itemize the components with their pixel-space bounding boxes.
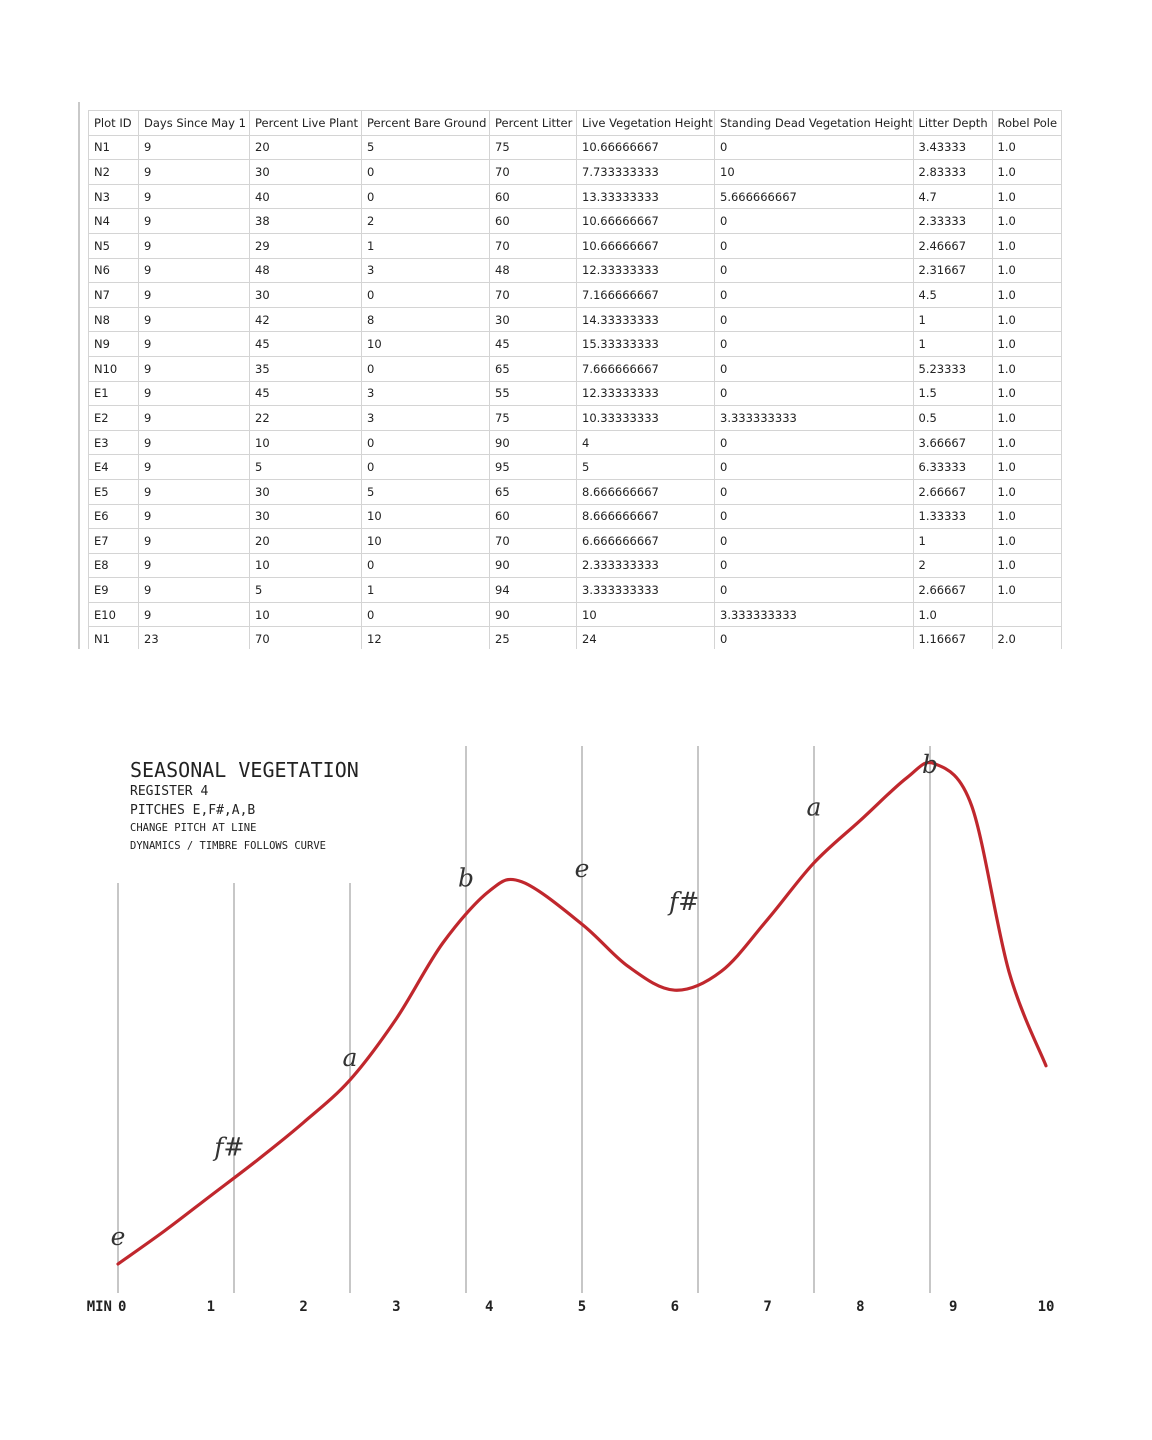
table-cell: N10 <box>89 356 139 381</box>
table-cell: 45 <box>490 332 577 357</box>
table-cell: 5 <box>362 135 490 160</box>
table-cell: 9 <box>139 135 250 160</box>
table-cell: E9 <box>89 578 139 603</box>
column-header: Plot ID <box>89 111 139 136</box>
chart-title: SEASONAL VEGETATION <box>130 758 359 782</box>
table-cell: 10 <box>577 602 715 627</box>
table-cell: 9 <box>139 578 250 603</box>
table-cell: 3.43333 <box>913 135 992 160</box>
table-cell <box>992 602 1061 627</box>
table-row <box>89 430 1062 455</box>
table-cell: 1 <box>913 529 992 554</box>
table-cell: 4.5 <box>913 283 992 308</box>
x-tick-label: 5 <box>577 1299 587 1315</box>
table-cell: 10 <box>715 160 914 185</box>
table-cell: 95 <box>490 455 577 480</box>
data-table-panel <box>78 102 1068 649</box>
x-tick-label: 8 <box>856 1299 865 1315</box>
table-cell: N1 <box>89 627 139 649</box>
table-cell: 2 <box>362 209 490 234</box>
table-cell: 1.0 <box>992 135 1061 160</box>
table-cell: 1.0 <box>992 209 1061 234</box>
table-cell: 9 <box>139 332 250 357</box>
table-cell: 0 <box>715 209 914 234</box>
table-cell: 70 <box>490 160 577 185</box>
table-row <box>89 233 1062 258</box>
table-row <box>89 627 1062 649</box>
seasonal-vegetation-chart <box>0 735 1152 1325</box>
table-cell: 1 <box>362 578 490 603</box>
table-cell: 3.333333333 <box>577 578 715 603</box>
table-cell: 0 <box>362 283 490 308</box>
table-cell: 0 <box>362 430 490 455</box>
column-header: Percent Live Plant <box>250 111 362 136</box>
table-cell: 0 <box>362 184 490 209</box>
table-row <box>89 381 1062 406</box>
table-cell: 9 <box>139 233 250 258</box>
pitch-label: a <box>806 792 822 822</box>
table-row <box>89 356 1062 381</box>
table-cell: 9 <box>139 430 250 455</box>
column-header: Litter Depth <box>913 111 992 136</box>
table-cell: 5 <box>362 479 490 504</box>
table-cell: 0 <box>715 553 914 578</box>
table-cell: N8 <box>89 307 139 332</box>
table-cell: 70 <box>490 233 577 258</box>
table-cell: 1.0 <box>992 307 1061 332</box>
column-header: Percent Litter <box>490 111 577 136</box>
table-cell: 0 <box>715 578 914 603</box>
table-cell: 0 <box>362 602 490 627</box>
table-cell: 75 <box>490 406 577 431</box>
table-cell: 10.66666667 <box>577 233 715 258</box>
table-cell: E4 <box>89 455 139 480</box>
table-cell: 48 <box>490 258 577 283</box>
table-cell: N6 <box>89 258 139 283</box>
table-cell: 10 <box>362 332 490 357</box>
table-cell: 30 <box>250 504 362 529</box>
table-cell: 1.16667 <box>913 627 992 649</box>
table-cell: 1.0 <box>992 184 1061 209</box>
table-cell: 3 <box>362 406 490 431</box>
chart-title-block <box>130 758 359 852</box>
dynamics-note: DYNAMICS / TIMBRE FOLLOWS CURVE <box>130 840 326 852</box>
table-cell: 2.0 <box>992 627 1061 649</box>
table-cell: 1 <box>362 233 490 258</box>
table-cell: 45 <box>250 381 362 406</box>
table-cell: 9 <box>139 184 250 209</box>
table-cell: 70 <box>490 529 577 554</box>
table-cell: 0 <box>715 356 914 381</box>
table-cell: 1.0 <box>992 381 1061 406</box>
table-cell: E1 <box>89 381 139 406</box>
table-header-row <box>89 111 1062 136</box>
table-cell: 1.0 <box>992 332 1061 357</box>
table-cell: 12.33333333 <box>577 381 715 406</box>
table-row <box>89 258 1062 283</box>
table-cell: N1 <box>89 135 139 160</box>
table-cell: 0 <box>362 160 490 185</box>
table-cell: 10 <box>362 529 490 554</box>
table-cell: 5 <box>250 455 362 480</box>
table-cell: 55 <box>490 381 577 406</box>
table-cell: 8 <box>362 307 490 332</box>
table-cell: 48 <box>250 258 362 283</box>
table-cell: 9 <box>139 209 250 234</box>
table-row <box>89 455 1062 480</box>
table-cell: 23 <box>139 627 250 649</box>
table-cell: 15.33333333 <box>577 332 715 357</box>
table-row <box>89 135 1062 160</box>
table-cell: 20 <box>250 135 362 160</box>
table-cell: 3 <box>362 258 490 283</box>
table-cell: 70 <box>490 283 577 308</box>
table-cell: 2.31667 <box>913 258 992 283</box>
table-row <box>89 307 1062 332</box>
column-header: Robel Pole <box>992 111 1061 136</box>
table-cell: 4 <box>577 430 715 455</box>
table-cell: 12 <box>362 627 490 649</box>
table-cell: 13.33333333 <box>577 184 715 209</box>
table-cell: 1.0 <box>992 160 1061 185</box>
table-cell: 1 <box>913 332 992 357</box>
table-cell: E3 <box>89 430 139 455</box>
x-tick-label: 7 <box>763 1299 772 1315</box>
register-label: REGISTER 4 <box>130 784 209 799</box>
table-cell: 1.0 <box>992 529 1061 554</box>
pitch-label: f# <box>214 1132 245 1162</box>
table-row <box>89 160 1062 185</box>
table-cell: E10 <box>89 602 139 627</box>
table-cell: 30 <box>490 307 577 332</box>
table-cell: 0 <box>715 307 914 332</box>
table-cell: E5 <box>89 479 139 504</box>
table-cell: 90 <box>490 553 577 578</box>
table-cell: 9 <box>139 455 250 480</box>
table-cell: 2.66667 <box>913 479 992 504</box>
table-cell: N2 <box>89 160 139 185</box>
table-cell: 5.23333 <box>913 356 992 381</box>
table-cell: 7.733333333 <box>577 160 715 185</box>
table-row <box>89 578 1062 603</box>
table-cell: 38 <box>250 209 362 234</box>
table-cell: 7.666666667 <box>577 356 715 381</box>
column-header: Days Since May 1 <box>139 111 250 136</box>
table-cell: 10.66666667 <box>577 209 715 234</box>
table-cell: E7 <box>89 529 139 554</box>
panel-border <box>78 102 80 649</box>
table-cell: 75 <box>490 135 577 160</box>
table-row <box>89 553 1062 578</box>
table-cell: 10 <box>362 504 490 529</box>
table-cell: 2.46667 <box>913 233 992 258</box>
table-cell: 9 <box>139 529 250 554</box>
table-cell: E6 <box>89 504 139 529</box>
table-cell: 1.0 <box>992 430 1061 455</box>
table-cell: 0 <box>715 135 914 160</box>
table-cell: 9 <box>139 553 250 578</box>
table-cell: 12.33333333 <box>577 258 715 283</box>
table-cell: 1.0 <box>992 356 1061 381</box>
table-cell: 0 <box>362 455 490 480</box>
table-cell: 2.33333 <box>913 209 992 234</box>
table-row <box>89 332 1062 357</box>
table-cell: 42 <box>250 307 362 332</box>
table-row <box>89 479 1062 504</box>
table-cell: 8.666666667 <box>577 504 715 529</box>
table-cell: 45 <box>250 332 362 357</box>
table-row <box>89 209 1062 234</box>
pitch-label: e <box>110 1222 126 1252</box>
table-cell: 2.333333333 <box>577 553 715 578</box>
table-cell: N9 <box>89 332 139 357</box>
table-cell: 1.0 <box>992 455 1061 480</box>
table-cell: 1.0 <box>992 553 1061 578</box>
table-cell: 1.0 <box>913 602 992 627</box>
table-cell: 0 <box>715 504 914 529</box>
x-tick-label: 0 <box>118 1299 127 1315</box>
table-cell: 6.33333 <box>913 455 992 480</box>
table-cell: 9 <box>139 356 250 381</box>
table-cell: 3.66667 <box>913 430 992 455</box>
x-tick-label: 6 <box>670 1299 680 1315</box>
x-tick-label: 4 <box>484 1299 494 1315</box>
table-cell: 1 <box>913 307 992 332</box>
table-cell: 2.83333 <box>913 160 992 185</box>
table-cell: 5.666666667 <box>715 184 914 209</box>
table-cell: 8.666666667 <box>577 479 715 504</box>
table-body <box>89 135 1062 649</box>
table-cell: 3.333333333 <box>715 406 914 431</box>
table-cell: 35 <box>250 356 362 381</box>
table-cell: 0 <box>715 233 914 258</box>
pitch-label: f# <box>668 887 700 916</box>
table-cell: 20 <box>250 529 362 554</box>
table-cell: 30 <box>250 479 362 504</box>
table-cell: 94 <box>490 578 577 603</box>
table-cell: 1.0 <box>992 233 1061 258</box>
table-cell: 5 <box>250 578 362 603</box>
x-tick-label: 10 <box>1037 1299 1055 1315</box>
table-cell: 70 <box>250 627 362 649</box>
table-cell: N5 <box>89 233 139 258</box>
table-cell: 9 <box>139 602 250 627</box>
table-cell: 7.166666667 <box>577 283 715 308</box>
table-cell: 9 <box>139 504 250 529</box>
table-cell: 65 <box>490 356 577 381</box>
table-cell: 30 <box>250 283 362 308</box>
table-cell: 1.0 <box>992 479 1061 504</box>
table-cell: 9 <box>139 381 250 406</box>
table-cell: 2 <box>913 553 992 578</box>
x-tick-label: 3 <box>392 1299 401 1315</box>
vegetation-data-table <box>88 110 1062 649</box>
table-cell: 1.33333 <box>913 504 992 529</box>
table-cell: 29 <box>250 233 362 258</box>
table-cell: 1.0 <box>992 504 1061 529</box>
table-cell: 1.0 <box>992 258 1061 283</box>
column-header: Percent Bare Ground <box>362 111 490 136</box>
table-cell: 10.66666667 <box>577 135 715 160</box>
table-row <box>89 184 1062 209</box>
table-cell: 40 <box>250 184 362 209</box>
table-cell: 0 <box>715 381 914 406</box>
table-cell: 30 <box>250 160 362 185</box>
table-cell: 10.33333333 <box>577 406 715 431</box>
pitch-label: b <box>921 750 939 780</box>
table-cell: 0 <box>715 529 914 554</box>
table-cell: 24 <box>577 627 715 649</box>
table-cell: E8 <box>89 553 139 578</box>
table-cell: 0 <box>715 479 914 504</box>
x-tick-label: 1 <box>206 1299 216 1315</box>
table-cell: 9 <box>139 307 250 332</box>
table-cell: 0 <box>715 627 914 649</box>
pitch-label: b <box>457 863 475 893</box>
table-cell: 90 <box>490 602 577 627</box>
table-row <box>89 504 1062 529</box>
table-cell: 10 <box>250 553 362 578</box>
table-row <box>89 406 1062 431</box>
pitch-label: e <box>574 853 590 883</box>
table-cell: 60 <box>490 184 577 209</box>
table-cell: 6.666666667 <box>577 529 715 554</box>
table-cell: 22 <box>250 406 362 431</box>
table-cell: 90 <box>490 430 577 455</box>
x-tick-label: 2 <box>299 1299 308 1315</box>
table-cell: N4 <box>89 209 139 234</box>
table-row <box>89 283 1062 308</box>
table-cell: 1.0 <box>992 406 1061 431</box>
change-pitch-note: CHANGE PITCH AT LINE <box>130 822 257 834</box>
table-cell: 2.66667 <box>913 578 992 603</box>
pitch-label: a <box>342 1042 358 1072</box>
x-axis-prefix: MIN <box>86 1299 112 1315</box>
table-cell: 9 <box>139 160 250 185</box>
table-row <box>89 602 1062 627</box>
table-cell: 9 <box>139 258 250 283</box>
x-tick-label: 9 <box>948 1299 958 1315</box>
table-cell: 60 <box>490 209 577 234</box>
table-cell: 0 <box>715 430 914 455</box>
table-cell: 0 <box>362 356 490 381</box>
table-cell: 9 <box>139 283 250 308</box>
table-cell: 5 <box>577 455 715 480</box>
table-cell: 0 <box>715 455 914 480</box>
table-cell: 14.33333333 <box>577 307 715 332</box>
table-cell: 1.0 <box>992 578 1061 603</box>
table-cell: 0 <box>362 553 490 578</box>
table-cell: 10 <box>250 430 362 455</box>
table-cell: N3 <box>89 184 139 209</box>
table-cell: 65 <box>490 479 577 504</box>
pitches-label: PITCHES E,F#,A,B <box>130 803 256 818</box>
table-cell: 1.5 <box>913 381 992 406</box>
table-cell: 25 <box>490 627 577 649</box>
table-cell: 0.5 <box>913 406 992 431</box>
table-cell: 3.333333333 <box>715 602 914 627</box>
table-cell: 9 <box>139 479 250 504</box>
column-header: Standing Dead Vegetation Height <box>715 111 914 136</box>
table-cell: 60 <box>490 504 577 529</box>
table-cell: 0 <box>715 258 914 283</box>
table-cell: 3 <box>362 381 490 406</box>
x-axis-ticks <box>87 1299 1055 1315</box>
column-header: Live Vegetation Height <box>577 111 715 136</box>
table-cell: N7 <box>89 283 139 308</box>
table-cell: 1.0 <box>992 283 1061 308</box>
table-cell: 4.7 <box>913 184 992 209</box>
table-cell: 0 <box>715 332 914 357</box>
table-cell: 10 <box>250 602 362 627</box>
table-cell: 0 <box>715 283 914 308</box>
table-row <box>89 529 1062 554</box>
table-cell: 9 <box>139 406 250 431</box>
table-cell: E2 <box>89 406 139 431</box>
